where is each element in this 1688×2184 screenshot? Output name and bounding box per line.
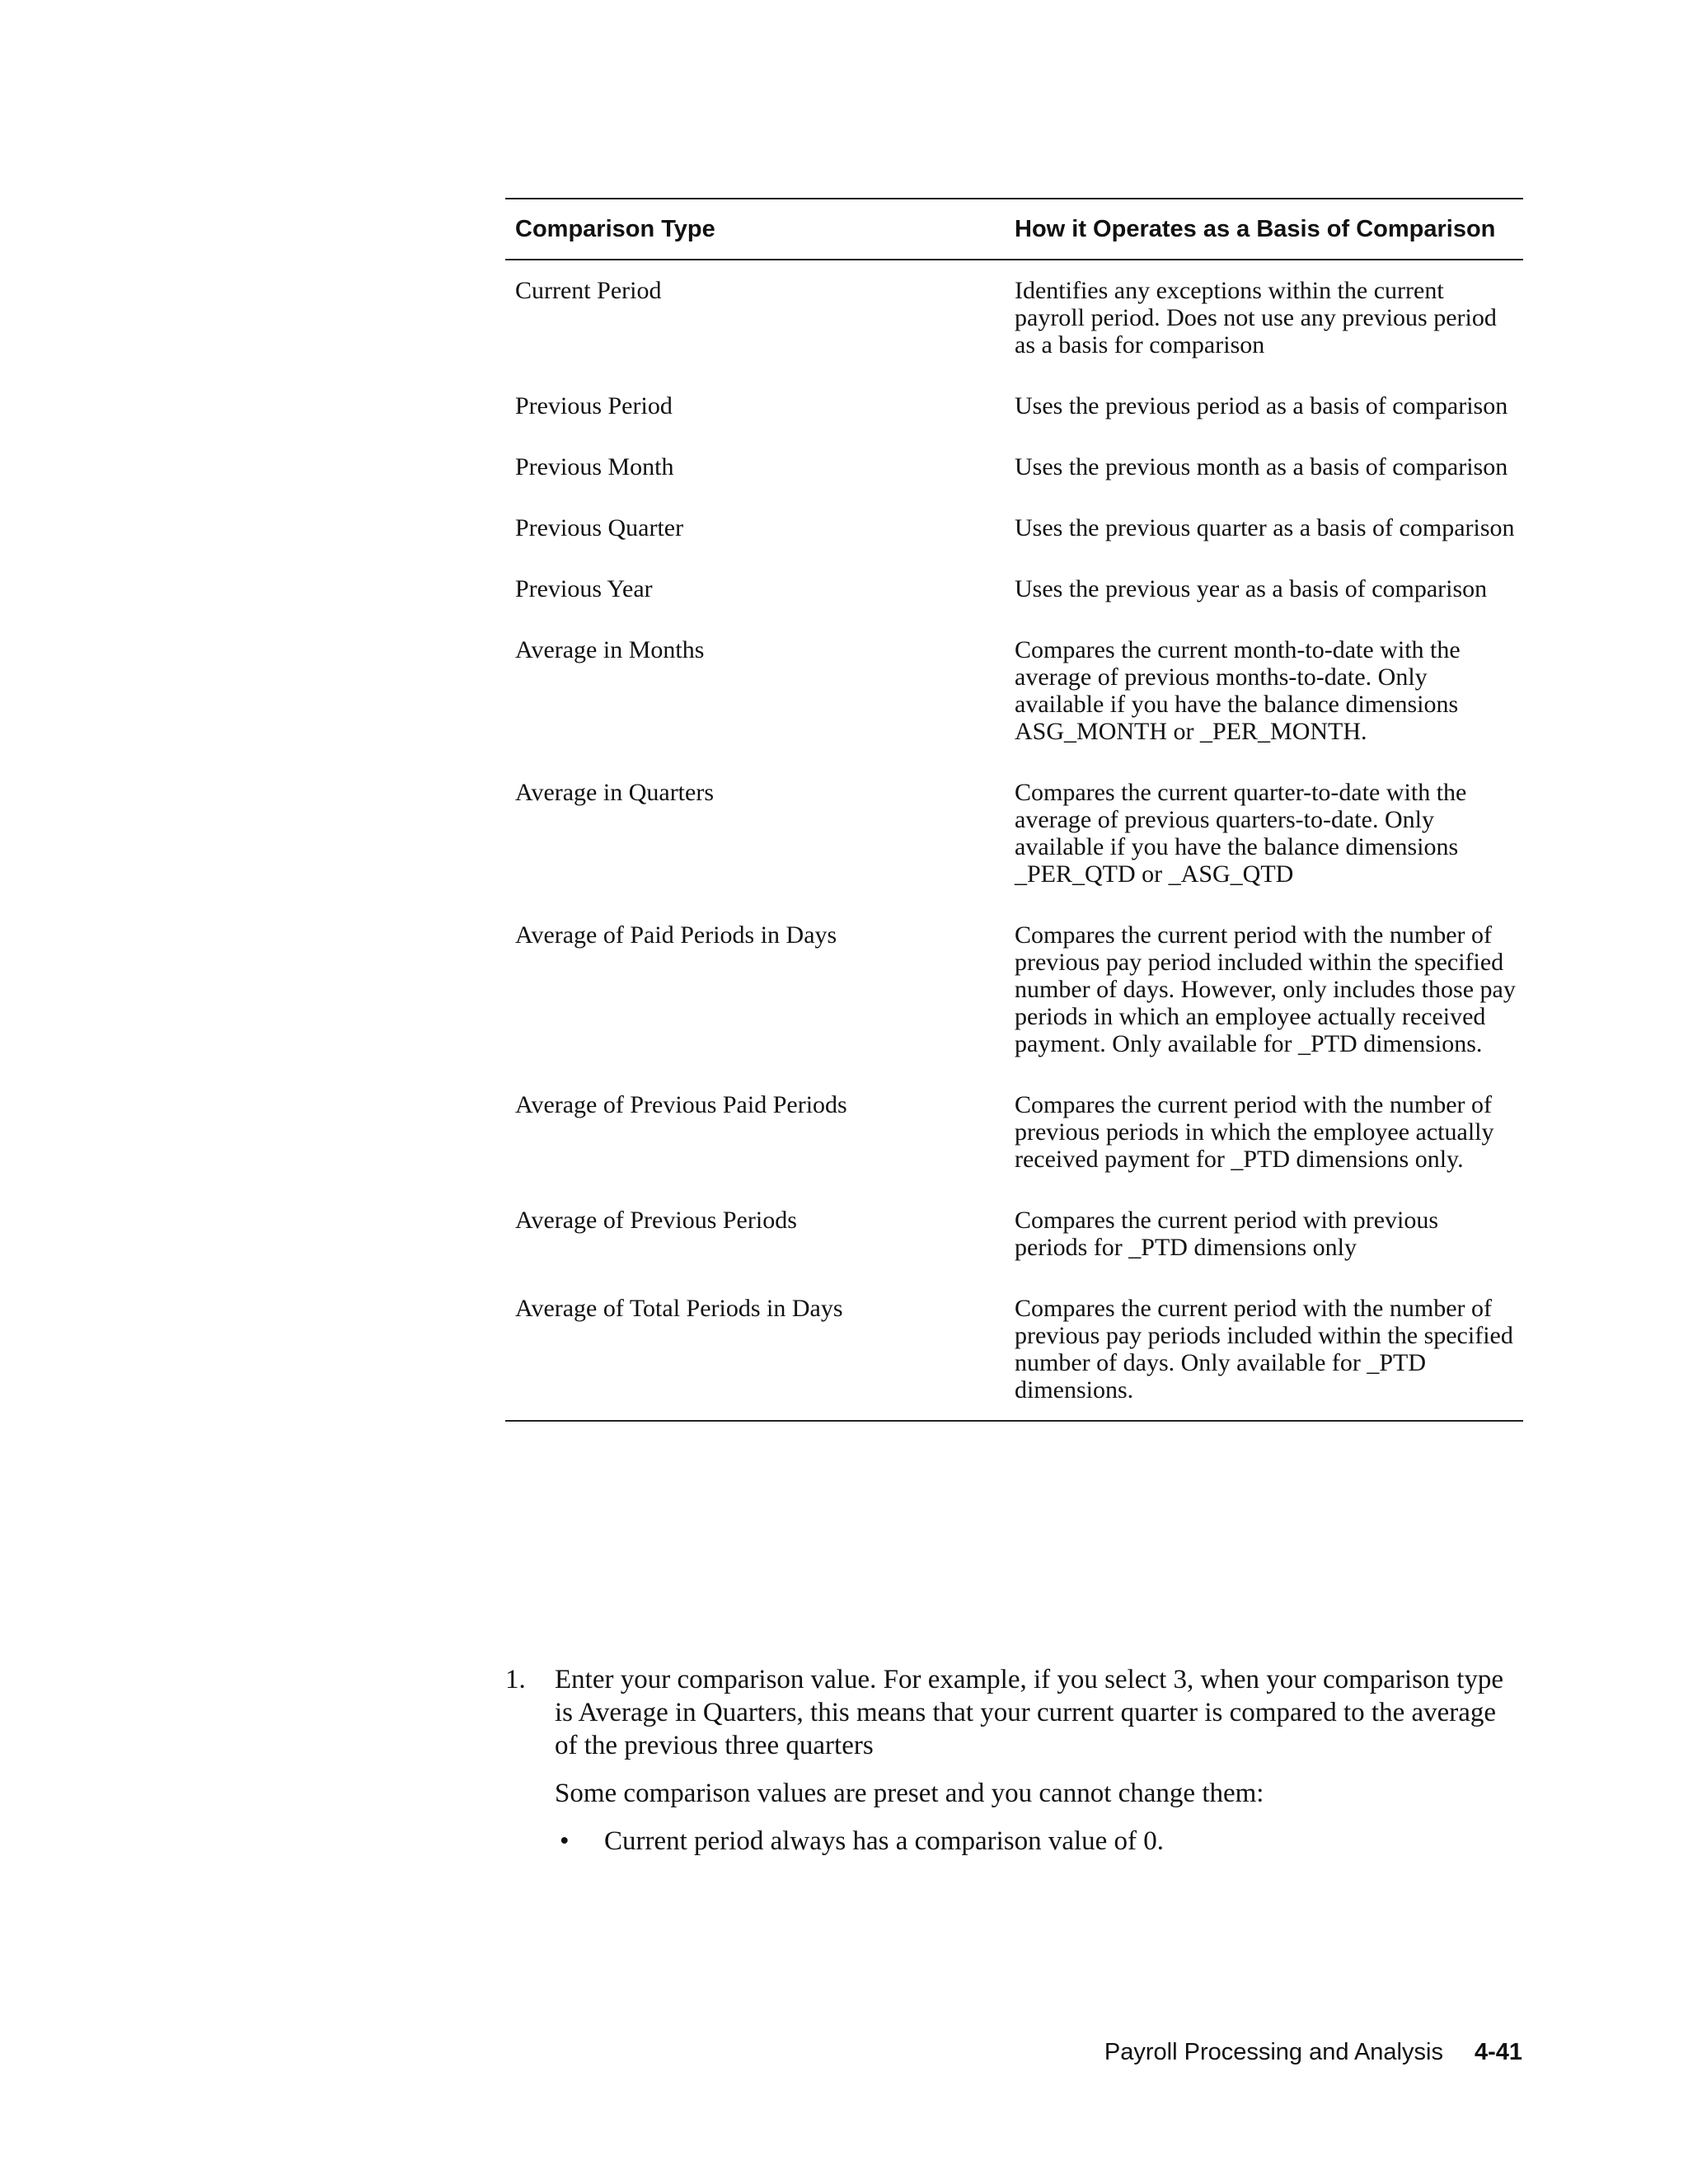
comparison-type-cell: Current Period: [515, 277, 662, 304]
comparison-type-cell: Average of Paid Periods in Days: [515, 921, 837, 949]
comparison-type-cell: Average in Months: [515, 636, 705, 663]
bullet-item: [555, 1825, 1523, 1858]
table-row: [505, 921, 1523, 1057]
table-row: [505, 277, 1523, 359]
step-text: Enter your comparison value. For example, if you select 3, when your comparison type is Average in Quarters, this means that your current quarter is compared to the average of the previous three quarters: [555, 1665, 1504, 1760]
table-header-row: [505, 199, 1523, 259]
bullet-marker: •: [560, 1826, 570, 1856]
table-row: [505, 392, 1523, 419]
header-comparison-type: Comparison Type: [515, 215, 715, 242]
footer-section-title: Payroll Processing and Analysis: [1104, 2039, 1443, 2065]
step-item: [505, 1663, 1523, 1858]
operation-cell: Uses the previous year as a basis of comparison: [1015, 575, 1488, 602]
table-row: [505, 1091, 1523, 1173]
bullet-text: Current period always has a comparison value of 0.: [604, 1826, 1165, 1856]
operation-cell: Compares the current period with the number of previous periods in which the employee actually received payment for _PTD dimensions only.: [1015, 1091, 1494, 1173]
operation-cell: Compares the current period with the number of previous pay period included within the specified number of days. However, only includes those pay periods in which an employee actually received payment. Only available for _PTD dimensions.: [1015, 921, 1516, 1057]
operation-cell: Compares the current period with the number of previous pay periods included within the specified number of days. Only available for _PTD dimensions.: [1015, 1295, 1513, 1404]
comparison-type-cell: Average of Total Periods in Days: [515, 1295, 843, 1322]
step-number: 1.: [505, 1665, 526, 1694]
step-note: Some comparison values are preset and you cannot change them:: [555, 1779, 1264, 1808]
comparison-type-cell: Previous Period: [515, 392, 673, 419]
step-body: [555, 1663, 1523, 1858]
operation-cell: Uses the previous quarter as a basis of comparison: [1015, 514, 1515, 541]
operation-cell: Uses the previous month as a basis of comparison: [1015, 453, 1508, 480]
step-list: [505, 1663, 1523, 1858]
comparison-type-cell: Previous Year: [515, 575, 653, 602]
table-row: [505, 575, 1523, 602]
operation-cell: Identifies any exceptions within the current payroll period. Does not use any previous period as a basis for comparison: [1015, 277, 1497, 359]
comparison-type-cell: Average of Previous Periods: [515, 1207, 797, 1234]
operation-cell: Compares the current quarter-to-date with the average of previous quarters-to-date. Only available if you have the balance dimensions _PER_QTD or _ASG_QTD: [1015, 779, 1467, 888]
table-row: [505, 514, 1523, 541]
comparison-type-cell: Average in Quarters: [515, 779, 714, 806]
comparison-type-table: [505, 198, 1523, 1422]
page-number: 4-41: [1474, 2039, 1522, 2065]
table-row: [505, 779, 1523, 888]
table-row: [505, 636, 1523, 745]
comparison-type-cell: Previous Quarter: [515, 514, 684, 541]
table-bottom-rule: [505, 1420, 1523, 1422]
header-how-it-operates: How it Operates as a Basis of Comparison: [1015, 215, 1496, 242]
table-row: [505, 453, 1523, 480]
operation-cell: Compares the current period with previous periods for _PTD dimensions only: [1015, 1207, 1439, 1261]
table-body: [505, 260, 1523, 1420]
table-row: [505, 1207, 1523, 1261]
page-footer: [1104, 2039, 1522, 2066]
comparison-type-cell: Previous Month: [515, 453, 674, 480]
operation-cell: Compares the current month-to-date with the average of previous months-to-date. Only available if you have the balance dimensions ASG_MONTH or _PER_MONTH.: [1015, 636, 1461, 745]
comparison-type-cell: Average of Previous Paid Periods: [515, 1091, 847, 1118]
operation-cell: Uses the previous period as a basis of comparison: [1015, 392, 1508, 419]
table-row: [505, 1295, 1523, 1404]
